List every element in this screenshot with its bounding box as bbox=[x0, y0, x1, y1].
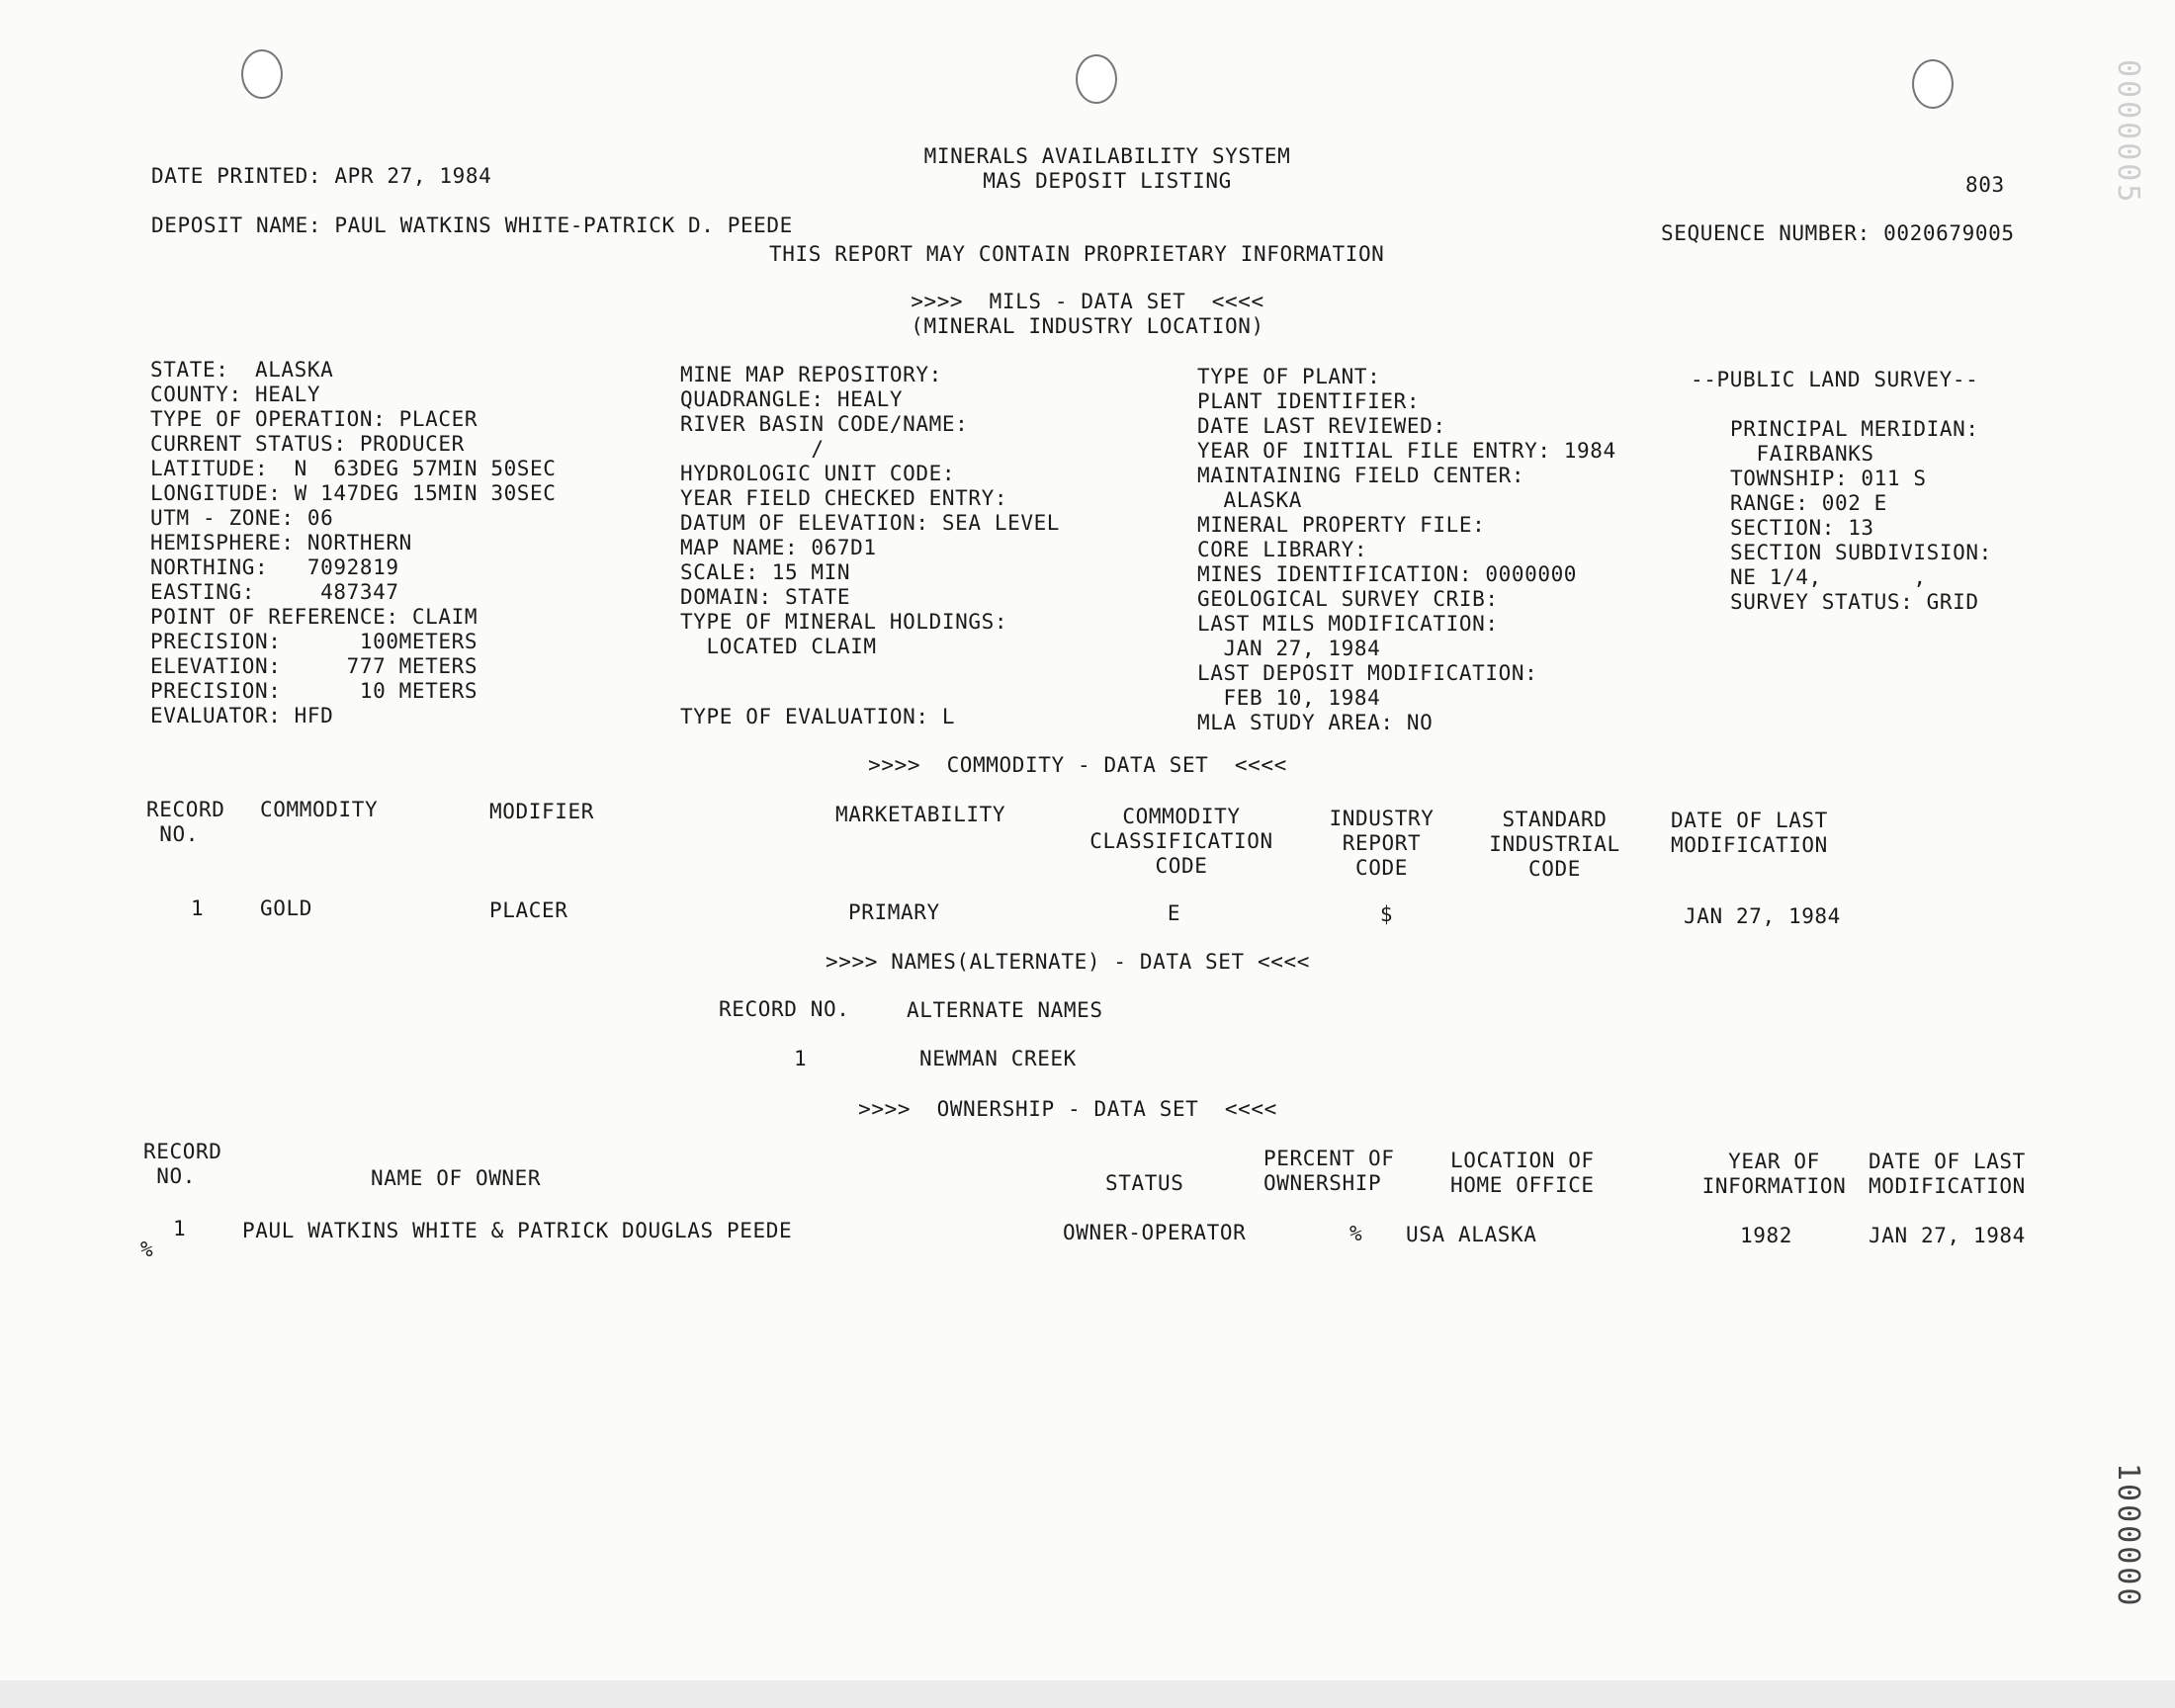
mils-field: MINE MAP REPOSITORY: bbox=[680, 363, 942, 386]
mils-field: MINERAL PROPERTY FILE: bbox=[1197, 513, 1486, 537]
ownership-note: % bbox=[140, 1238, 154, 1261]
mils-field: PRECISION: 10 METERS bbox=[150, 679, 478, 703]
mils-subtitle: (MINERAL INDUSTRY LOCATION) bbox=[911, 314, 1264, 338]
commodity-date: JAN 27, 1984 bbox=[1684, 904, 1841, 928]
mils-field: YEAR FIELD CHECKED ENTRY: bbox=[680, 486, 1008, 510]
mils-column-4 bbox=[1730, 417, 1992, 615]
mils-title: >>>> MILS - DATA SET <<<< bbox=[911, 290, 1264, 313]
mils-field: YEAR OF INITIAL FILE ENTRY: 1984 bbox=[1197, 439, 1616, 463]
commodity-header-standard: STANDARD INDUSTRIAL CODE bbox=[1489, 808, 1620, 881]
ownership-location: USA ALASKA bbox=[1406, 1223, 1537, 1246]
mils-field: SECTION SUBDIVISION: bbox=[1730, 541, 1992, 564]
commodity-title: >>>> COMMODITY - DATA SET <<<< bbox=[868, 753, 1287, 777]
deposit-name: DEPOSIT NAME: PAUL WATKINS WHITE-PATRICK D. PEEDE bbox=[151, 214, 793, 237]
commodity-marketability: PRIMARY bbox=[848, 900, 940, 924]
public-land-survey-title: --PUBLIC LAND SURVEY-- bbox=[1691, 368, 1979, 391]
mils-field: PLANT IDENTIFIER: bbox=[1197, 389, 1421, 413]
mils-field: COUNTY: HEALY bbox=[150, 383, 321, 406]
mils-field: SECTION: 13 bbox=[1730, 516, 1874, 540]
mils-field: LAST DEPOSIT MODIFICATION: bbox=[1197, 661, 1538, 685]
mils-field: DATUM OF ELEVATION: SEA LEVEL bbox=[680, 511, 1061, 535]
type-of-evaluation: TYPE OF EVALUATION: L bbox=[680, 705, 956, 728]
mils-field: SURVEY STATUS: GRID bbox=[1730, 590, 1979, 614]
mils-field: LAST MILS MODIFICATION: bbox=[1197, 612, 1499, 636]
commodity-classification: E bbox=[1167, 901, 1181, 925]
mils-field: JAN 27, 1984 bbox=[1197, 637, 1381, 660]
owner-name: PAUL WATKINS WHITE & PATRICK DOUGLAS PEEDE bbox=[242, 1219, 793, 1242]
listing-title: MAS DEPOSIT LISTING bbox=[983, 169, 1232, 193]
mils-field: QUADRANGLE: HEALY bbox=[680, 387, 904, 411]
date-printed: DATE PRINTED: APR 27, 1984 bbox=[151, 164, 492, 188]
punch-hole bbox=[1076, 54, 1117, 104]
mils-field: LOCATED CLAIM bbox=[680, 635, 877, 658]
page-stamp-top: 0000005 bbox=[2111, 59, 2145, 206]
mils-field: POINT OF REFERENCE: CLAIM bbox=[150, 605, 478, 629]
mils-field: LATITUDE: N 63DEG 57MIN 50SEC bbox=[150, 457, 557, 480]
commodity-name: GOLD bbox=[260, 897, 312, 920]
mils-field: DATE LAST REVIEWED: bbox=[1197, 414, 1446, 438]
ownership-header-status: STATUS bbox=[1105, 1171, 1184, 1195]
mils-field: SCALE: 15 MIN bbox=[680, 560, 851, 584]
mils-column-3 bbox=[1197, 365, 1616, 735]
mils-field: ALASKA bbox=[1197, 488, 1302, 512]
mils-field: / bbox=[680, 437, 825, 461]
mils-field: TOWNSHIP: 011 S bbox=[1730, 467, 1927, 490]
proprietary-notice: THIS REPORT MAY CONTAIN PROPRIETARY INFORMATION bbox=[769, 242, 1385, 266]
commodity-header-marketability: MARKETABILITY bbox=[835, 803, 1006, 826]
commodity-header-record: RECORD NO. bbox=[146, 798, 225, 846]
ownership-header-year: YEAR OF INFORMATION bbox=[1701, 1150, 1847, 1198]
commodity-header-date: DATE OF LAST MODIFICATION bbox=[1671, 809, 1828, 857]
ownership-header-location: LOCATION OF HOME OFFICE bbox=[1450, 1149, 1595, 1197]
mils-field: MINES IDENTIFICATION: 0000000 bbox=[1197, 562, 1578, 586]
sequence-number: SEQUENCE NUMBER: 0020679005 bbox=[1661, 221, 2015, 245]
mils-field: TYPE OF PLANT: bbox=[1197, 365, 1381, 388]
mils-field: TYPE OF MINERAL HOLDINGS: bbox=[680, 610, 1008, 634]
mils-field: HEMISPHERE: NORTHERN bbox=[150, 531, 412, 555]
commodity-modifier: PLACER bbox=[489, 898, 568, 922]
mils-field: FAIRBANKS bbox=[1730, 442, 1874, 466]
ownership-percent: % bbox=[1349, 1222, 1363, 1245]
mils-field: RIVER BASIN CODE/NAME: bbox=[680, 412, 969, 436]
page-stamp-bottom: 1000000 bbox=[2111, 1463, 2145, 1609]
mils-field: PRINCIPAL MERIDIAN: bbox=[1730, 417, 1979, 441]
mils-field: FEB 10, 1984 bbox=[1197, 686, 1381, 710]
mils-column-2 bbox=[680, 363, 1060, 659]
mils-field: DOMAIN: STATE bbox=[680, 585, 851, 609]
mils-field: TYPE OF OPERATION: PLACER bbox=[150, 407, 478, 431]
commodity-header-classification: COMMODITY CLASSIFICATION CODE bbox=[1089, 805, 1273, 878]
ownership-header-record: RECORD NO. bbox=[143, 1140, 222, 1188]
mils-field: STATE: ALASKA bbox=[150, 358, 334, 382]
ownership-year: 1982 bbox=[1740, 1224, 1792, 1247]
mils-field: NE 1/4, , bbox=[1730, 565, 1927, 589]
names-header-record: RECORD NO. bbox=[719, 997, 850, 1021]
mils-field: EASTING: 487347 bbox=[150, 580, 399, 604]
ownership-header-percent: PERCENT OF OWNERSHIP bbox=[1263, 1147, 1395, 1195]
ownership-header-owner: NAME OF OWNER bbox=[371, 1166, 542, 1190]
ownership-header-date: DATE OF LAST MODIFICATION bbox=[1869, 1150, 2026, 1198]
mils-field: RANGE: 002 E bbox=[1730, 491, 1887, 515]
ownership-date: JAN 27, 1984 bbox=[1869, 1224, 2026, 1247]
commodity-industry: $ bbox=[1379, 902, 1394, 926]
system-title: MINERALS AVAILABILITY SYSTEM bbox=[923, 144, 1291, 168]
mils-field: PRECISION: 100METERS bbox=[150, 630, 478, 653]
mils-field: LONGITUDE: W 147DEG 15MIN 30SEC bbox=[150, 481, 557, 505]
mils-field: GEOLOGICAL SURVEY CRIB: bbox=[1197, 587, 1499, 611]
page-number: 803 bbox=[1965, 173, 2005, 197]
punch-hole bbox=[1912, 59, 1954, 109]
mils-field: EVALUATOR: HFD bbox=[150, 704, 334, 727]
commodity-header-industry: INDUSTRY REPORT CODE bbox=[1329, 807, 1435, 880]
ownership-record-no: 1 bbox=[173, 1217, 187, 1240]
commodity-record-no: 1 bbox=[191, 897, 205, 920]
mils-field: MAINTAINING FIELD CENTER: bbox=[1197, 464, 1525, 487]
punch-hole bbox=[241, 49, 283, 99]
ownership-title: >>>> OWNERSHIP - DATA SET <<<< bbox=[858, 1097, 1277, 1121]
mils-field: MLA STUDY AREA: NO bbox=[1197, 711, 1434, 734]
mils-column-1 bbox=[150, 358, 557, 728]
alternate-name: NEWMAN CREEK bbox=[919, 1047, 1077, 1070]
mils-field: HYDROLOGIC UNIT CODE: bbox=[680, 462, 956, 485]
mils-field: CORE LIBRARY: bbox=[1197, 538, 1368, 561]
mils-field: CURRENT STATUS: PRODUCER bbox=[150, 432, 465, 456]
mils-field: MAP NAME: 067D1 bbox=[680, 536, 877, 559]
mils-field: NORTHING: 7092819 bbox=[150, 555, 399, 579]
commodity-header-commodity: COMMODITY bbox=[260, 798, 379, 821]
mils-field: UTM - ZONE: 06 bbox=[150, 506, 334, 530]
mils-field: ELEVATION: 777 METERS bbox=[150, 654, 478, 678]
names-record-no: 1 bbox=[794, 1047, 808, 1070]
commodity-header-modifier: MODIFIER bbox=[489, 800, 594, 823]
ownership-status: OWNER-OPERATOR bbox=[1063, 1221, 1247, 1244]
names-header-alternate: ALTERNATE NAMES bbox=[907, 998, 1103, 1022]
names-title: >>>> NAMES(ALTERNATE) - DATA SET <<<< bbox=[826, 950, 1310, 974]
